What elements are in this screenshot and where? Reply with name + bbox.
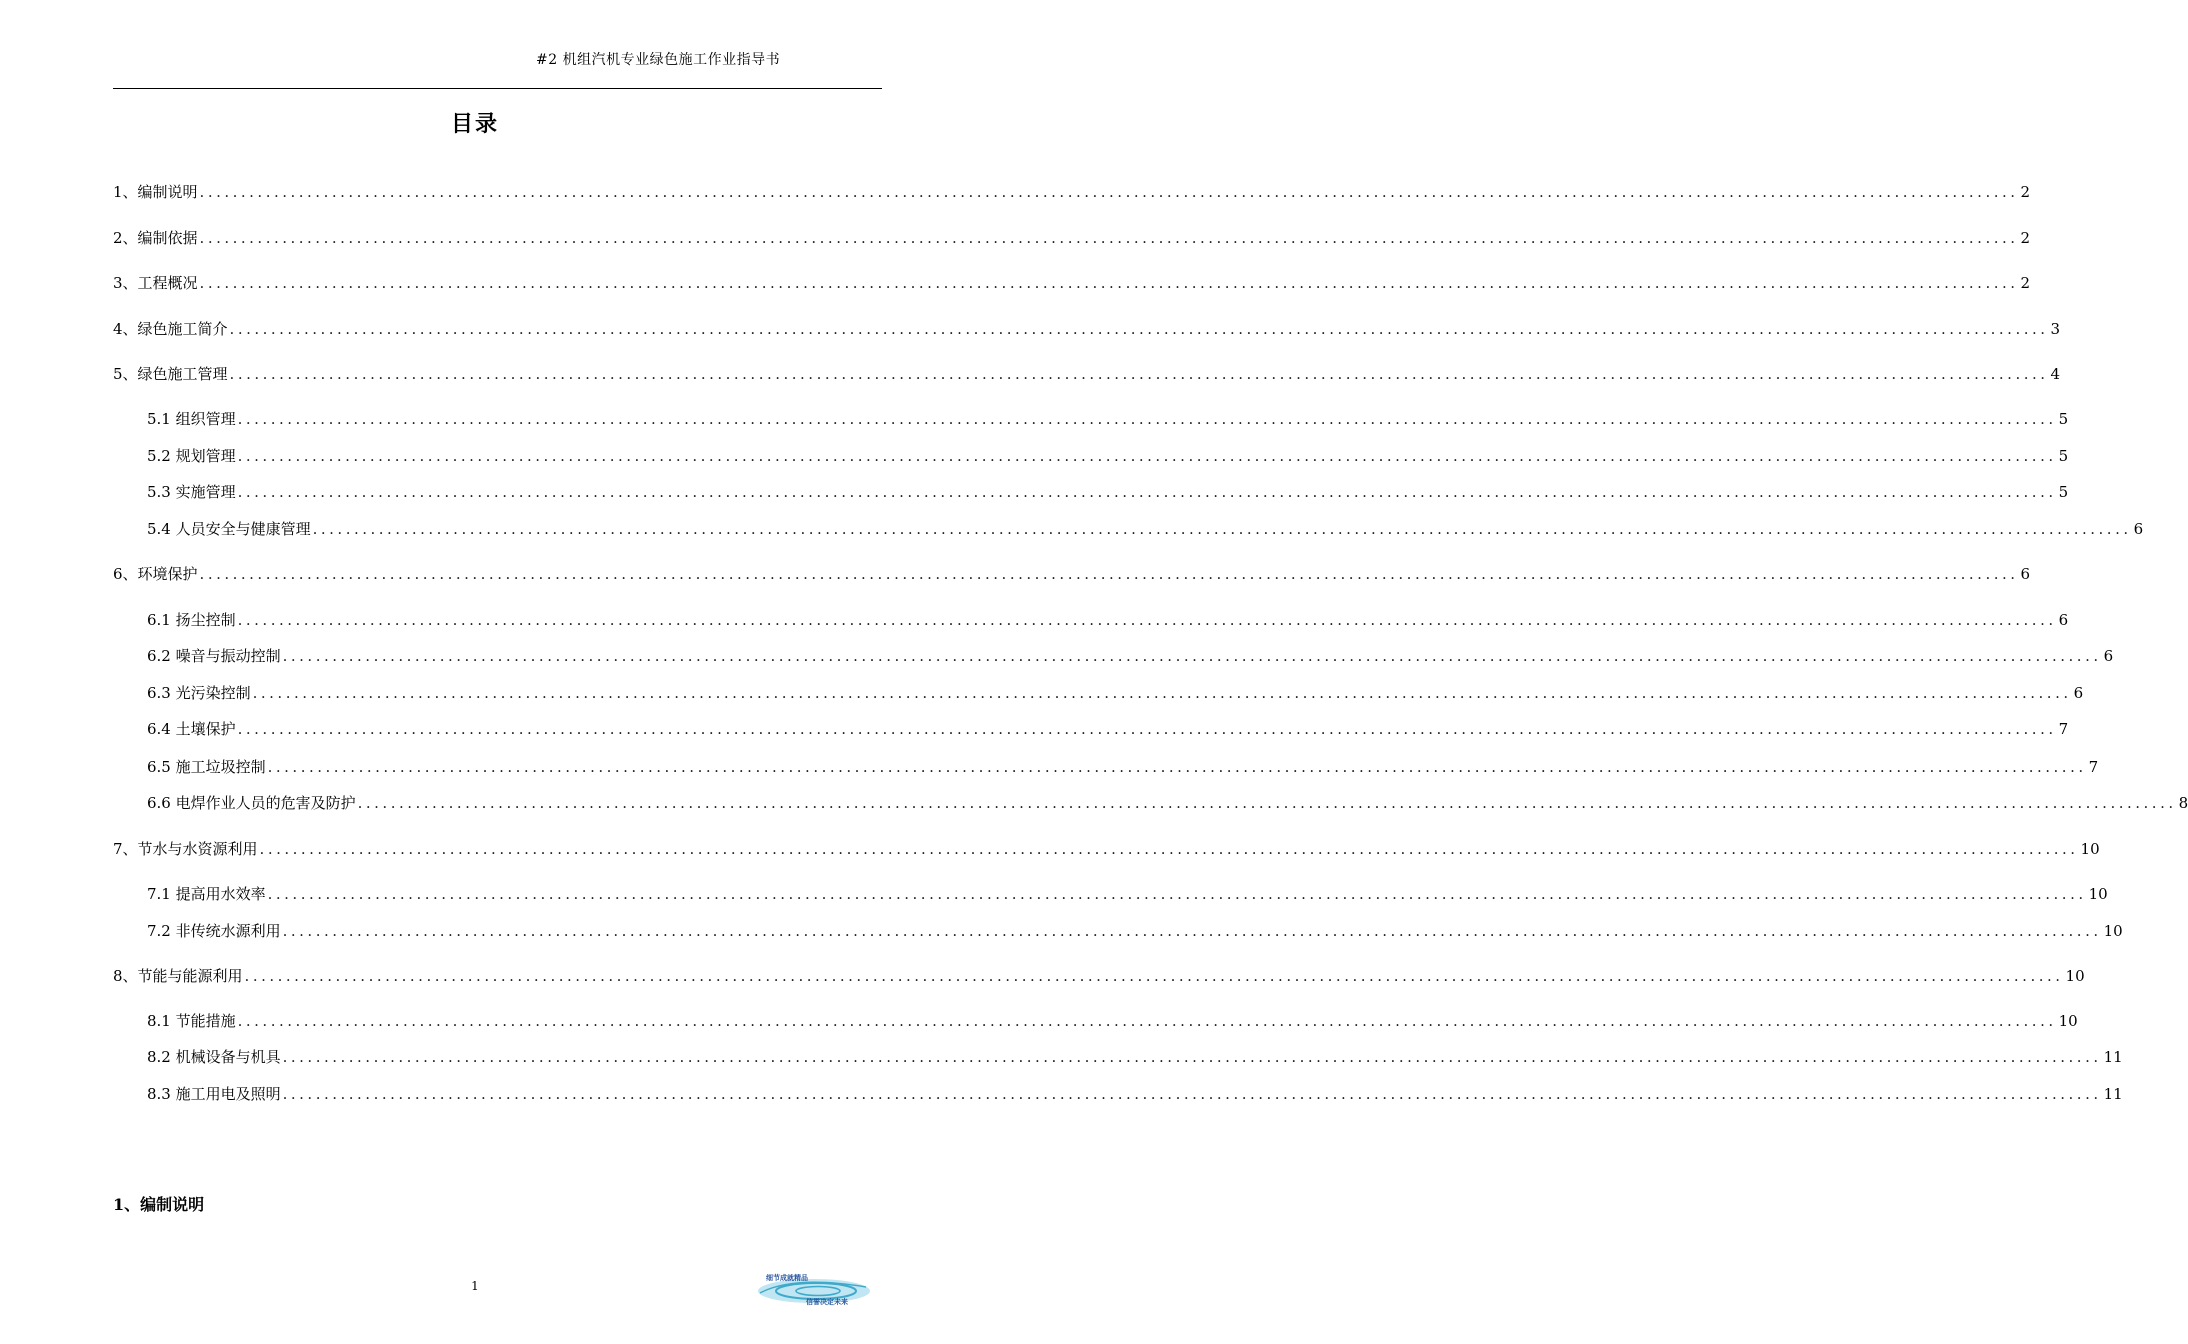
toc-entry[interactable] (147, 1010, 2078, 1032)
toc-entry-label: 8.3 施工用电及照明 (147, 1085, 281, 1103)
toc-entry-label: 6.6 电焊作业人员的危害及防护 (147, 794, 356, 812)
toc-dot-leader: ............................................................................................................................................................................................................................ (237, 1012, 2057, 1030)
toc-dot-leader: ............................................................................................................................................................................................................................ (237, 447, 2057, 465)
toc-entry-label: 7.1 提高用水效率 (147, 885, 266, 903)
toc-entry-page: 4 (2050, 365, 2061, 383)
toc-dot-leader: ............................................................................................................................................................................................................................ (267, 758, 2087, 776)
toc-dot-leader: ............................................................................................................................................................................................................................ (312, 520, 2132, 538)
toc-entry[interactable] (113, 227, 2031, 249)
toc-entry[interactable] (147, 1083, 2123, 1105)
toc-dot-leader: ............................................................................................................................................................................................................................ (252, 684, 2072, 702)
toc-entry-label: 5.4 人员安全与健康管理 (147, 520, 311, 538)
toc-entry-page: 7 (2088, 758, 2099, 776)
toc-dot-leader: ............................................................................................................................................................................................................................ (199, 565, 2019, 583)
toc-dot-leader: ............................................................................................................................................................................................................................ (282, 647, 2102, 665)
toc-dot-leader: ............................................................................................................................................................................................................................ (237, 720, 2057, 738)
toc-entry-label: 6.4 土壤保护 (147, 720, 236, 738)
toc-dot-leader: ............................................................................................................................................................................................................................ (282, 1085, 2102, 1103)
toc-entry-label: 2、编制依据 (113, 229, 198, 247)
toc-entry-label: 7.2 非传统水源利用 (147, 922, 281, 940)
toc-entry[interactable] (113, 363, 2061, 385)
toc-dot-leader: ............................................................................................................................................................................................................................ (199, 274, 2019, 292)
toc-entry[interactable] (147, 920, 2123, 942)
toc-dot-leader: ............................................................................................................................................................................................................................ (199, 183, 2019, 201)
toc-entry-label: 7、节水与水资源利用 (113, 840, 258, 858)
toc-entry-label: 3、工程概况 (113, 274, 198, 292)
toc-entry-page: 2 (2020, 274, 2031, 292)
toc-entry-page: 2 (2020, 183, 2031, 201)
toc-entry[interactable] (147, 481, 2069, 503)
toc-dot-leader: ............................................................................................................................................................................................................................ (229, 320, 2049, 338)
toc-entry-page: 6 (2058, 611, 2069, 629)
toc-entry-page: 11 (2103, 1048, 2123, 1066)
toc-entry[interactable] (113, 838, 2100, 860)
toc-entry-label: 8.2 机械设备与机具 (147, 1048, 281, 1066)
toc-entry[interactable] (147, 792, 2188, 814)
toc-dot-leader: ............................................................................................................................................................................................................................ (199, 229, 2019, 247)
toc-entry-label: 5.3 实施管理 (147, 483, 236, 501)
toc-entry-page: 10 (2080, 840, 2100, 858)
toc-entry-page: 5 (2058, 483, 2069, 501)
toc-entry[interactable] (147, 445, 2069, 467)
toc-entry-page: 6 (2020, 565, 2031, 583)
header-divider (113, 88, 882, 89)
toc-dot-leader: ............................................................................................................................................................................................................................ (259, 840, 2079, 858)
toc-entry-page: 3 (2050, 320, 2061, 338)
toc-entry[interactable] (147, 518, 2144, 540)
toc-entry-page: 5 (2058, 447, 2069, 465)
toc-entry-label: 6.3 光污染控制 (147, 684, 251, 702)
toc-entry-label: 5.2 规划管理 (147, 447, 236, 465)
toc-entry-label: 8.1 节能措施 (147, 1012, 236, 1030)
footer-logo (754, 1271, 874, 1307)
toc-entry[interactable] (147, 645, 2114, 667)
toc-entry-label: 6、环境保护 (113, 565, 198, 583)
toc-dot-leader: ............................................................................................................................................................................................................................ (237, 410, 2057, 428)
toc-entry[interactable] (113, 965, 2085, 987)
toc-dot-leader: ............................................................................................................................................................................................................................ (229, 365, 2049, 383)
toc-dot-leader: ............................................................................................................................................................................................................................ (357, 794, 2177, 812)
toc-entry-page: 10 (2103, 922, 2123, 940)
toc-entry[interactable] (147, 1046, 2123, 1068)
page-header-title: #2 机组汽机专业绿色施工作业指导书 (536, 52, 781, 68)
toc-entry[interactable] (113, 563, 2031, 585)
toc-dot-leader: ............................................................................................................................................................................................................................ (244, 967, 2064, 985)
toc-entry-label: 5、绿色施工管理 (113, 365, 228, 383)
toc-entry[interactable] (147, 756, 2099, 778)
toc-entry-page: 6 (2133, 520, 2144, 538)
toc-dot-leader: ............................................................................................................................................................................................................................ (282, 922, 2102, 940)
logo-text-bottom: 信誉决定未来 (806, 1298, 848, 1306)
toc-entry-page: 7 (2058, 720, 2069, 738)
page-number: 1 (471, 1279, 479, 1293)
toc-title: 目录 (450, 111, 499, 137)
toc-entry[interactable] (147, 682, 2084, 704)
toc-entry-page: 10 (2088, 885, 2108, 903)
toc-entry-page: 10 (2058, 1012, 2078, 1030)
toc-dot-leader: ............................................................................................................................................................................................................................ (237, 483, 2057, 501)
toc-entry-label: 5.1 组织管理 (147, 410, 236, 428)
toc-entry-page: 2 (2020, 229, 2031, 247)
toc-entry-label: 1、编制说明 (113, 183, 198, 201)
toc-entry[interactable] (113, 272, 2031, 294)
toc-entry-page: 6 (2103, 647, 2114, 665)
toc-dot-leader: ............................................................................................................................................................................................................................ (267, 885, 2087, 903)
toc-entry-label: 6.5 施工垃圾控制 (147, 758, 266, 776)
toc-entry[interactable] (147, 609, 2069, 631)
toc-entry-page: 10 (2065, 967, 2085, 985)
toc-entry[interactable] (147, 408, 2069, 430)
toc-entry[interactable] (147, 883, 2108, 905)
toc-entry[interactable] (113, 181, 2031, 203)
toc-entry-page: 5 (2058, 410, 2069, 428)
toc-entry-label: 6.2 噪音与振动控制 (147, 647, 281, 665)
toc-entry-page: 6 (2073, 684, 2084, 702)
logo-text-top: 细节成就精品 (766, 1274, 808, 1282)
toc-entry-label: 8、节能与能源利用 (113, 967, 243, 985)
toc-entry-page: 11 (2103, 1085, 2123, 1103)
toc-entry[interactable] (113, 318, 2061, 340)
toc-entry-label: 6.1 扬尘控制 (147, 611, 236, 629)
toc-entry-page: 8 (2178, 794, 2188, 812)
toc-entry[interactable] (147, 718, 2069, 740)
toc-dot-leader: ............................................................................................................................................................................................................................ (282, 1048, 2102, 1066)
toc-entry-label: 4、绿色施工简介 (113, 320, 228, 338)
section-heading: 1、编制说明 (113, 1195, 205, 1214)
toc-dot-leader: ............................................................................................................................................................................................................................ (237, 611, 2057, 629)
